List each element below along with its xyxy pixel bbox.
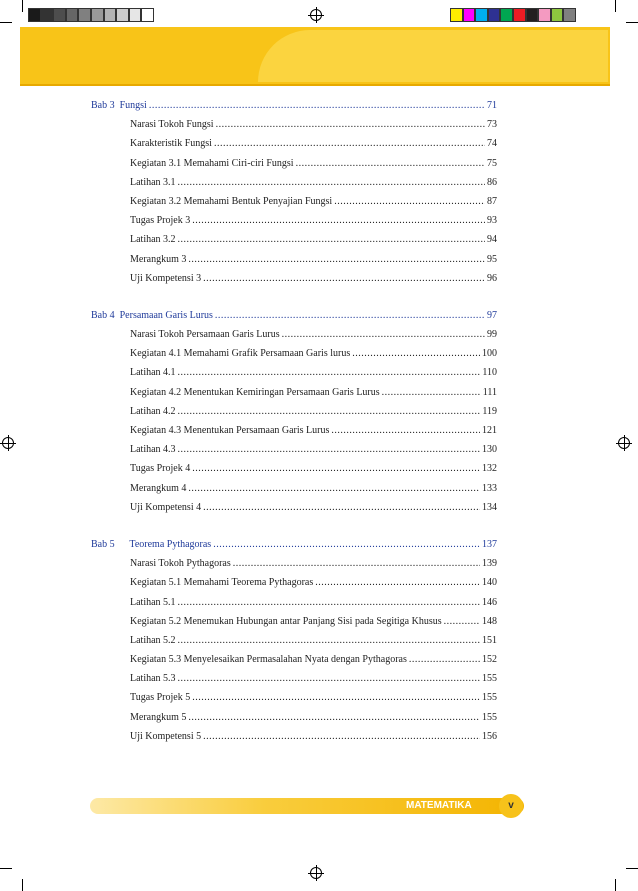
toc-entry[interactable] — [91, 344, 497, 363]
toc-page-number: 148 — [482, 615, 497, 627]
toc-page-number: 121 — [482, 425, 497, 436]
toc-leader-dots — [178, 173, 485, 192]
toc-entry-title: Uji Kompetensi 4 — [130, 501, 202, 513]
toc-entry[interactable] — [91, 325, 497, 344]
toc-entry-title: Latihan 5.2 — [130, 634, 176, 646]
toc-leader-dots — [178, 669, 480, 688]
crop-mark-top-left-h — [0, 22, 12, 23]
toc-entry[interactable] — [91, 593, 497, 612]
crop-mark-bottom-left-h — [0, 868, 12, 869]
footer-subject: MATEMATIKA — [406, 800, 472, 811]
toc-leader-dots — [296, 154, 485, 173]
color-swatch — [513, 8, 526, 22]
toc-chapter — [91, 535, 497, 746]
toc-page-number: 151 — [482, 634, 497, 646]
crop-mark-top-right-h — [626, 22, 638, 23]
toc-leader-dots — [444, 612, 480, 631]
toc-leader-dots — [188, 708, 480, 727]
registration-mark-left — [2, 437, 14, 449]
toc-leader-dots — [192, 459, 480, 478]
toc-entry[interactable] — [91, 250, 497, 269]
toc-chapter — [91, 96, 497, 288]
color-calibration-bar — [450, 8, 576, 22]
gray-swatch — [28, 8, 41, 22]
toc-leader-dots — [178, 631, 480, 650]
toc-entry[interactable] — [91, 269, 497, 288]
toc-entry[interactable] — [91, 459, 497, 478]
header-banner-rule — [20, 84, 610, 86]
toc-entry[interactable] — [91, 383, 497, 402]
toc-leader-dots — [178, 230, 485, 249]
grayscale-calibration-bar — [28, 8, 154, 22]
toc-page-number: 146 — [482, 596, 497, 608]
toc-leader-dots — [203, 727, 480, 746]
toc-page-number: 110 — [482, 367, 497, 379]
color-swatch — [475, 8, 488, 22]
toc-entry-title: Narasi Tokoh Persamaan Garis Lurus — [130, 329, 280, 341]
toc-entry-title: Latihan 3.1 — [130, 176, 176, 188]
toc-chapter-row[interactable] — [91, 96, 497, 115]
toc-leader-dots — [315, 573, 480, 592]
toc-entry[interactable] — [91, 154, 497, 173]
toc-entry-title: Merangkum 5 — [130, 711, 187, 723]
toc-chapter-title: Bab 4 Persamaan Garis Lurus — [91, 309, 213, 321]
toc-entry[interactable] — [91, 688, 497, 707]
toc-entry-title: Tugas Projek 3 — [130, 215, 191, 227]
toc-entry-title: Latihan 4.1 — [130, 367, 176, 379]
toc-entry[interactable] — [91, 363, 497, 382]
toc-leader-dots — [382, 383, 481, 402]
toc-entry[interactable] — [91, 402, 497, 421]
color-swatch — [526, 8, 539, 22]
toc-leader-dots — [215, 306, 485, 325]
toc-leader-dots — [188, 479, 480, 498]
registration-mark-bottom — [310, 867, 322, 879]
toc-entry[interactable] — [91, 612, 497, 631]
gray-swatch — [129, 8, 142, 22]
toc-entry-title: Kegiatan 4.3 Menentukan Persamaan Garis Lurus — [130, 425, 330, 436]
toc-entry-title: Narasi Tokoh Fungsi — [130, 119, 214, 131]
toc-page-number: 155 — [482, 711, 497, 723]
color-swatch — [500, 8, 513, 22]
toc-page-number: 73 — [487, 119, 497, 131]
toc-leader-dots — [178, 363, 481, 382]
toc-entry-title: Latihan 4.2 — [130, 405, 176, 417]
crop-mark-bottom-right-h — [626, 868, 638, 869]
gray-swatch — [116, 8, 129, 22]
gray-swatch — [66, 8, 79, 22]
toc-entry[interactable] — [91, 115, 497, 134]
gray-swatch — [141, 8, 154, 22]
toc-page-number: 97 — [487, 309, 497, 321]
toc-entry[interactable] — [91, 134, 497, 153]
gray-swatch — [78, 8, 91, 22]
toc-entry-title: Tugas Projek 5 — [130, 692, 191, 704]
crop-mark-bottom-left-v — [22, 879, 23, 891]
toc-entry[interactable] — [91, 173, 497, 192]
toc-entry[interactable] — [91, 192, 497, 211]
toc-leader-dots — [188, 250, 485, 269]
toc-leader-dots — [203, 498, 480, 517]
toc-page-number: 93 — [487, 215, 497, 227]
toc-entry-title: Kegiatan 3.2 Memahami Bentuk Penyajian Fungsi — [130, 195, 333, 207]
toc-entry[interactable] — [91, 479, 497, 498]
toc-chapter-row[interactable] — [91, 306, 497, 325]
toc-page-number: 100 — [482, 348, 497, 360]
registration-mark-right — [618, 437, 630, 449]
toc-entry[interactable] — [91, 727, 497, 746]
toc-entry[interactable] — [91, 498, 497, 517]
toc-leader-dots — [213, 535, 480, 554]
toc-page-number: 86 — [487, 176, 497, 188]
toc-entry-title: Merangkum 3 — [130, 253, 187, 265]
toc-entry[interactable] — [91, 669, 497, 688]
toc-entry-title: Kegiatan 5.2 Menemukan Hubungan antar Panjang Sisi pada Segitiga Khusus — [130, 615, 442, 627]
toc-leader-dots — [282, 325, 485, 344]
toc-entry-title: Karakteristik Fungsi — [130, 138, 212, 150]
toc-entry[interactable] — [91, 708, 497, 727]
toc-page-number: 155 — [482, 673, 497, 685]
toc-entry[interactable] — [91, 650, 497, 669]
toc-leader-dots — [331, 421, 480, 440]
toc-chapter-title: Bab 5 Teorema Pythagoras — [91, 538, 212, 550]
toc-page-number: 152 — [482, 654, 497, 666]
toc-page-number: 71 — [487, 100, 497, 111]
crop-mark-top-left-v — [22, 0, 23, 12]
toc-chapter — [91, 306, 497, 517]
toc-page-number: 74 — [487, 138, 497, 150]
toc-entry-title: Latihan 4.3 — [130, 444, 176, 456]
toc-leader-dots — [352, 344, 480, 363]
toc-entry-title: Kegiatan 5.1 Memahami Teorema Pythagoras — [130, 577, 314, 589]
toc-entry-title: Tugas Projek 4 — [130, 463, 191, 475]
toc-entry-title: Uji Kompetensi 5 — [130, 730, 202, 742]
toc-page-number: 87 — [487, 195, 497, 207]
toc-page-number: 133 — [482, 482, 497, 494]
toc-page-number: 119 — [482, 405, 497, 417]
toc-page-number: 130 — [482, 444, 497, 456]
toc-leader-dots — [216, 115, 485, 134]
toc-entry-title: Merangkum 4 — [130, 482, 187, 494]
toc-leader-dots — [192, 688, 480, 707]
toc-entry-title: Latihan 5.1 — [130, 596, 176, 608]
toc-leader-dots — [214, 134, 485, 153]
toc-page-number: 137 — [482, 538, 497, 550]
toc-page-number: 139 — [482, 558, 497, 570]
table-of-contents — [91, 96, 497, 764]
page-number: v — [499, 794, 523, 818]
toc-leader-dots — [178, 440, 480, 459]
gray-swatch — [41, 8, 54, 22]
crop-mark-bottom-right-v — [615, 879, 616, 891]
color-swatch — [538, 8, 551, 22]
color-swatch — [463, 8, 476, 22]
toc-leader-dots — [149, 96, 485, 115]
toc-page-number: 75 — [487, 157, 497, 169]
toc-page-number: 155 — [482, 692, 497, 704]
toc-page-number: 96 — [487, 272, 497, 284]
toc-leader-dots — [178, 593, 480, 612]
toc-entry-title: Uji Kompetensi 3 — [130, 272, 202, 284]
registration-mark-top — [310, 9, 322, 21]
toc-entry[interactable] — [91, 211, 497, 230]
header-banner-highlight — [258, 30, 608, 82]
toc-page-number: 99 — [487, 329, 497, 341]
toc-leader-dots — [233, 554, 480, 573]
toc-page-number: 132 — [482, 463, 497, 475]
toc-leader-dots — [192, 211, 485, 230]
toc-leader-dots — [334, 192, 485, 211]
toc-leader-dots — [178, 402, 481, 421]
toc-leader-dots — [203, 269, 485, 288]
toc-entry[interactable] — [91, 440, 497, 459]
toc-page-number: 156 — [482, 730, 497, 742]
toc-page-number: 134 — [482, 501, 497, 513]
toc-page-number: 95 — [487, 253, 497, 265]
toc-entry-title: Kegiatan 4.1 Memahami Grafik Persamaan Garis lurus — [130, 348, 351, 360]
toc-entry-title: Kegiatan 5.3 Menyelesaikan Permasalahan Nyata dengan Pythagoras — [130, 654, 407, 666]
gray-swatch — [91, 8, 104, 22]
toc-chapter-title: Bab 3 Fungsi — [91, 100, 147, 111]
color-swatch — [563, 8, 576, 22]
toc-entry[interactable] — [91, 631, 497, 650]
toc-entry[interactable] — [91, 421, 497, 440]
toc-leader-dots — [409, 650, 480, 669]
toc-entry-title: Latihan 3.2 — [130, 234, 176, 246]
color-swatch — [551, 8, 564, 22]
gray-swatch — [53, 8, 66, 22]
toc-page-number: 140 — [482, 577, 497, 589]
toc-entry-title: Narasi Tokoh Pythagoras — [130, 558, 231, 570]
toc-entry-title: Kegiatan 3.1 Memahami Ciri-ciri Fungsi — [130, 157, 294, 169]
gray-swatch — [104, 8, 117, 22]
toc-entry[interactable] — [91, 230, 497, 249]
crop-mark-top-right-v — [615, 0, 616, 12]
toc-entry[interactable] — [91, 554, 497, 573]
toc-page-number: 111 — [482, 386, 497, 398]
toc-entry-title: Latihan 5.3 — [130, 673, 176, 685]
toc-page-number: 94 — [487, 234, 497, 246]
toc-chapter-row[interactable] — [91, 535, 497, 554]
toc-entry[interactable] — [91, 573, 497, 592]
toc-entry-title: Kegiatan 4.2 Menentukan Kemiringan Persamaan Garis Lurus — [130, 386, 380, 398]
color-swatch — [488, 8, 501, 22]
color-swatch — [450, 8, 463, 22]
